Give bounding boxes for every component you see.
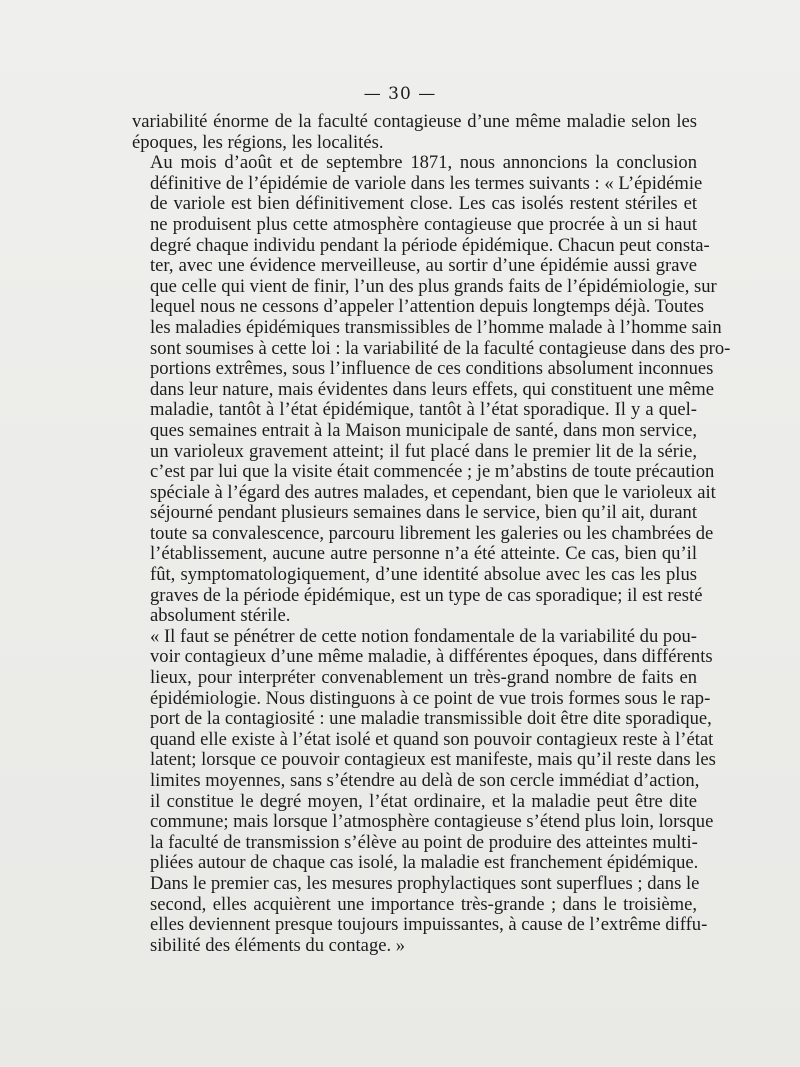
text-line: épidémiologie. Nous distinguons à ce point de vue trois formes sous le rap-	[150, 687, 711, 709]
text-line: que celle qui vient de finir, l’un des plus grands faits de l’épidémiologie, sur	[150, 275, 717, 297]
text-line: second, elles acquièrent une importance très-grande ; dans le troisième,	[150, 893, 697, 915]
text-line: fût, symptomatologiquement, d’une identité absolue avec les cas les plus	[150, 564, 697, 586]
text-line: sont soumises à cette loi : la variabilité de la faculté contagieuse dans des pro-	[150, 337, 731, 359]
page-number: — 30 —	[363, 84, 437, 104]
text-line: absolument stérile.	[150, 605, 291, 627]
paragraph-1	[132, 112, 697, 153]
text-line: latent; lorsque ce pouvoir contagieux est manifeste, mais qu’il reste dans les	[150, 749, 716, 771]
text-line: c’est par lui que la visite était commencée ; je m’abstins de toute précaution	[150, 461, 715, 483]
text-line: Dans le premier cas, les mesures prophylactiques sont superflues ; dans le	[150, 872, 700, 894]
text-line: ques semaines entrait à la Maison municipale de santé, dans mon service,	[150, 419, 697, 441]
body-text	[132, 111, 731, 956]
text-line: « Il faut se pénétrer de cette notion fondamentale de la variabilité du pou-	[150, 625, 697, 647]
paragraph-3	[132, 625, 716, 957]
text-line: variabilité énorme de la faculté contagieuse d’une même maladie selon les	[132, 111, 697, 132]
text-line: quand elle existe à l’état isolé et quand son pouvoir contagieux reste à l’état	[150, 728, 714, 750]
text-line: sibilité des éléments du contage. »	[150, 934, 406, 956]
text-line: un varioleux gravement atteint; il fut placé dans le premier lit de la série,	[150, 440, 697, 462]
text-line: ter, avec une évidence merveilleuse, au sortir d’une épidémie aussi grave	[150, 255, 697, 277]
text-line: toute sa convalescence, parcouru librement les galeries ou les chambrées de	[150, 522, 714, 544]
text-line: il constitue le degré moyen, l’état ordinaire, et la maladie peut être dite	[150, 790, 697, 812]
text-line: définitive de l’épidémie de variole dans les termes suivants : « L’épidémie	[150, 172, 703, 194]
text-line: lequel nous ne cessons d’appeler l’attention depuis longtemps déjà. Toutes	[150, 296, 704, 318]
text-line: degré chaque individu pendant la période épidémique. Chacun peut consta-	[150, 234, 710, 256]
text-line: de variole est bien définitivement close. Les cas isolés restent stériles et	[150, 193, 697, 215]
text-line: lieux, pour interpréter convenablement un très-grand nombre de faits en	[150, 667, 697, 689]
text-line: spéciale à l’égard des autres malades, et cependant, bien que le varioleux ait	[150, 481, 716, 503]
text-line: maladie, tantôt à l’état épidémique, tantôt à l’état sporadique. Il y a quel-	[150, 399, 697, 421]
text-line: dans leur nature, mais évidentes dans leurs effets, qui constituent une même	[150, 378, 715, 400]
text-line: commune; mais lorsque l’atmosphère contagieuse s’étend plus loin, lorsque	[150, 811, 714, 833]
text-line: les maladies épidémiques transmissibles de l’homme malade à l’homme sain	[150, 316, 722, 338]
text-line: séjourné pendant plusieurs semaines dans le service, bien qu’il ait, durant	[150, 502, 697, 524]
text-line: portions extrêmes, sous l’influence de ces conditions absolument inconnues	[150, 358, 714, 380]
text-line: limites moyennes, sans s’étendre au delà de son cercle immédiat d’action,	[150, 770, 700, 791]
text-line: graves de la période épidémique, est un type de cas sporadique; il est resté	[150, 584, 703, 606]
text-line: la faculté de transmission s’élève au point de produire des atteintes multi-	[150, 831, 698, 853]
text-line: l’établissement, aucune autre personne n’a été atteinte. Ce cas, bien qu’il	[150, 543, 697, 565]
text-line: époques, les régions, les localités.	[132, 131, 384, 153]
text-line: voir contagieux d’une même maladie, à différentes époques, dans différents	[150, 646, 713, 668]
text-line: port de la contagiosité : une maladie transmissible doit être dite sporadique,	[150, 708, 712, 730]
text-line: pliées autour de chaque cas isolé, la maladie est franchement épidémique.	[150, 852, 699, 874]
text-line: ne produisent plus cette atmosphère contagieuse que procrée à un si haut	[150, 213, 697, 235]
text-line: Au mois d’août et de septembre 1871, nous annoncions la conclusion	[150, 152, 697, 174]
text-line: elles deviennent presque toujours impuissantes, à cause de l’extrême diffu-	[150, 914, 708, 936]
paragraph-2	[132, 152, 731, 627]
